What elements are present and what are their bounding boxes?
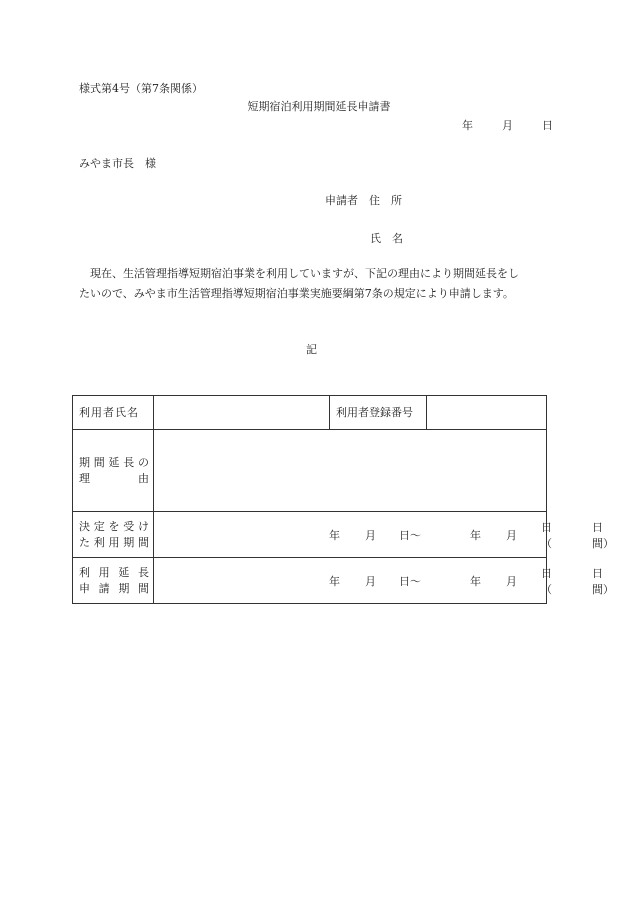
- decided-period-label: [73, 512, 154, 558]
- registration-number-label: 利用者登録番号: [330, 396, 427, 430]
- extension-reason-label: [73, 430, 154, 512]
- requested-period-field[interactable]: [154, 558, 614, 604]
- decided-day-open: 日（: [541, 520, 552, 550]
- body-text: [79, 264, 549, 304]
- extension-reason-field[interactable]: [154, 430, 547, 512]
- ki-heading: 記: [306, 343, 317, 356]
- request-month-2: 月: [506, 574, 517, 588]
- date-line: [462, 119, 553, 133]
- body-line-2: たいので、みやま市生活管理指導短期宿泊事業実施要綱第7条の規定により申請します。: [79, 287, 514, 300]
- decided-year-1: 年: [329, 528, 340, 542]
- registration-number-field[interactable]: [427, 396, 547, 430]
- application-table: [72, 395, 614, 604]
- requested-period-label: [73, 558, 154, 604]
- applicant-address-label: 申請者 住 所: [325, 194, 402, 207]
- reason-label-line-2: 理 由: [79, 471, 149, 485]
- request-label-line-2: 申請期間: [79, 581, 149, 595]
- applicant-name-label: 氏 名: [370, 232, 403, 245]
- user-name-field[interactable]: [154, 396, 330, 430]
- decided-day-from: 日～: [399, 528, 421, 542]
- addressee: みやま市長 様: [79, 157, 156, 170]
- request-day-from: 日～: [399, 574, 421, 588]
- decided-label-line-2: た利用期間: [79, 535, 149, 549]
- form-number: 様式第4号（第7条関係）: [79, 82, 203, 95]
- date-month-label: 月: [502, 119, 513, 132]
- decided-month-2: 月: [506, 528, 517, 542]
- request-label-line-1: 利用延長: [79, 565, 149, 579]
- document-title-text: 短期宿泊利用期間延長申請書: [247, 100, 391, 113]
- date-year-label: 年: [462, 119, 473, 132]
- decided-year-2: 年: [470, 528, 481, 542]
- user-name-label: 利用者氏名: [73, 396, 154, 430]
- request-day-open: 日（: [541, 566, 552, 596]
- request-month-1: 月: [365, 574, 376, 588]
- request-days-close: 日間）: [592, 566, 614, 596]
- body-line-1: 現在、生活管理指導短期宿泊事業を利用していますが、下記の理由により期間延長をし: [79, 267, 519, 280]
- document-title: [0, 100, 630, 114]
- decided-month-1: 月: [365, 528, 376, 542]
- date-day-label: 日: [542, 119, 553, 132]
- decided-period-field[interactable]: [154, 512, 614, 558]
- reason-label-line-1: 期間延長の: [79, 455, 149, 469]
- request-year-1: 年: [329, 574, 340, 588]
- request-year-2: 年: [470, 574, 481, 588]
- decided-label-line-1: 決定を受け: [79, 519, 149, 533]
- decided-days-close: 日間）: [592, 520, 614, 550]
